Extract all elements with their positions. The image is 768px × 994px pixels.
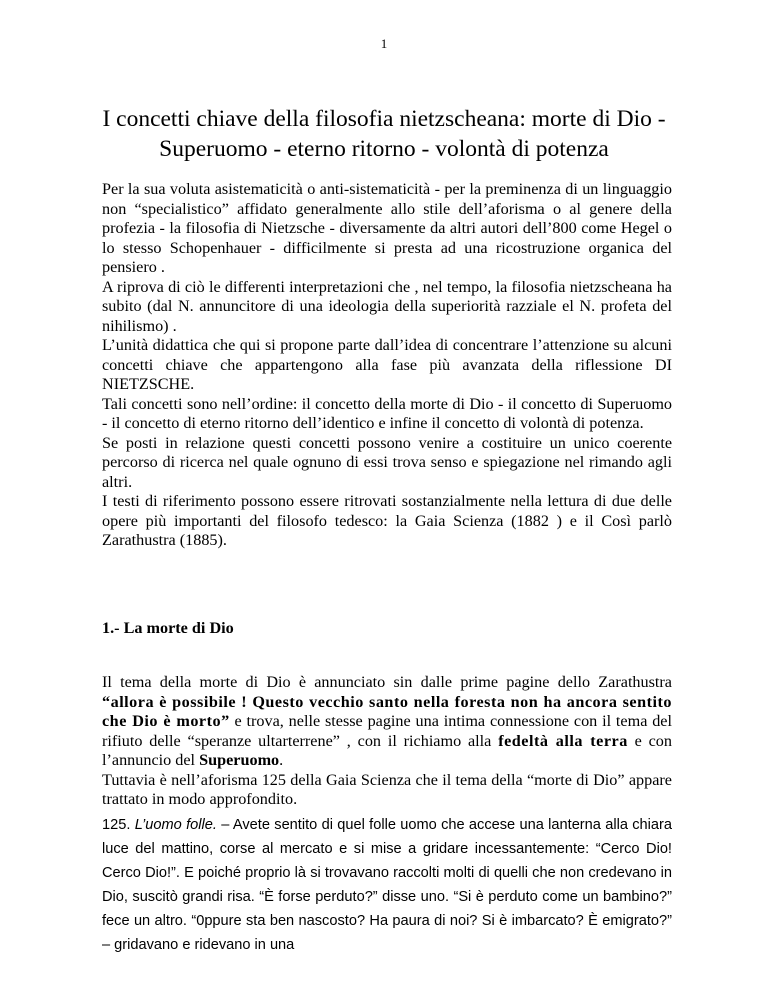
document-title [60, 104, 708, 164]
intro-paragraph: Tali concetti sono nell’ordine: il concetto della morte di Dio - il concetto di Superuomo - il concetto di eterno ritorno dell’identico e infine il concetto di volontà di potenza. [102, 394, 672, 432]
title-line-1: I concetti chiave della filosofia nietzscheana: morte di Dio - [102, 106, 666, 132]
section-text [102, 673, 672, 810]
intro-paragraph: I testi di riferimento possono essere ritrovati sostanzialmente nella lettura di due delle opere più importanti del filosofo tedesco: la Gaia Scienza (1882 ) e il Così parlò Zarathustra (1885). [102, 492, 672, 549]
title-line-2: Superuomo - eterno ritorno - volontà di potenza [159, 136, 609, 162]
intro-paragraph: Se posti in relazione questi concetti possono venire a costituire un unico coerente percorso di ricerca nel quale ognuno di essi trova senso e spiegazione nel rimando agli altri. [102, 433, 672, 491]
intro-paragraph: A riprova di ciò le differenti interpretazioni che , nel tempo, la filosofia nietzscheana ha subito (dal N. annuncitore di una ideologia della superiorità razziale el N. profeta del nihilismo) . [102, 277, 672, 335]
section-paragraph: Tuttavia è nell’aforisma 125 della Gaia Scienza che il tema della “morte di Dio” appare trattato in modo approfondito. [102, 770, 672, 808]
text-run: e con l’annuncio del [102, 731, 672, 769]
zarathustra-quote: “allora è possibile ! Questo vecchio santo nella foresta non ha ancora sentito che Dio è morto” [102, 692, 672, 730]
intro-paragraph: L’unità didattica che qui si propone parte dall’idea di concentrare l’attenzione su alcuni concetti chiave che appartengono alla fase più avanzata della riflessione DI NIETZSCHE. [102, 336, 672, 393]
page-number: 1 [380, 36, 388, 51]
intro-paragraph: Per la sua voluta asistematicità o anti-sistematicità - per la preminenza di un linguaggio non “specialistico” affidato generalmente allo stile dell’aforisma o al genere della profezia - la filosofia di Nietzsche - diversamente da altri autori dell’800 come Hegel o lo stesso Schopenhauer - difficilmente si presta ad una ricostruzione organica del pensiero . [102, 180, 672, 276]
intro-text [102, 180, 672, 551]
bold-phrase: fedeltà alla terra [498, 731, 628, 750]
section-paragraph [102, 673, 672, 771]
aphorism-number: 125. [102, 817, 135, 833]
text-run: e trova, nelle stesse pagine una intima connessione con il tema del rifiuto delle “speranze ultarterrene” , con il richiamo alla [102, 712, 672, 750]
text-run: . [279, 751, 284, 769]
aphorism-125 [102, 813, 672, 957]
bold-phrase: Superuomo [199, 751, 280, 769]
section-heading: 1.- La morte di Dio [102, 619, 234, 637]
aphorism-title: L’uomo folle. [134, 817, 217, 833]
aphorism-text: – Avete sentito di quel folle uomo che accese una lanterna alla chiara luce del mattino, corse al mercato e si mise a gridare incessantemente: “Cerco Dio! Cerco Dio!”. E poiché proprio là si trovavano raccolti molti di quelli che non credevano in Dio, suscitò grandi risa. “È forse perduto?” disse uno. “Si è perduto come un bambino?” fece un altro. “0ppure sta ben nascosto? Ha paura di noi? Si è imbarcato? È emigrato?” – gridavano e ridevano in una [102, 817, 673, 953]
text-run: Il tema della morte di Dio è annunciato sin dalle prime pagine dello Zarathustra [102, 673, 672, 691]
